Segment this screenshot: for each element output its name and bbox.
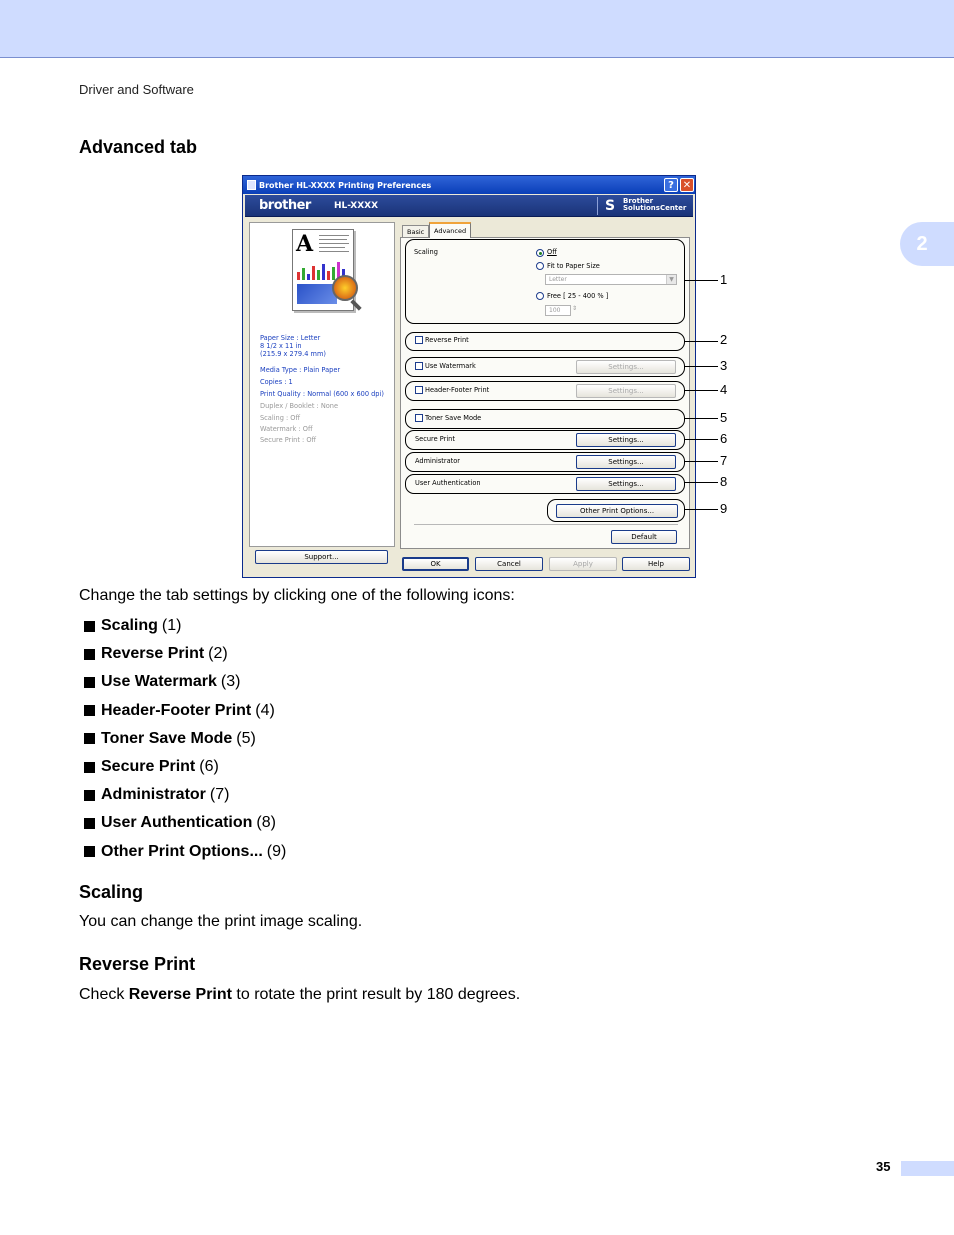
scaling-off-label: Off [547,248,557,256]
leader-line-3 [684,366,718,367]
summary-secure-print: Secure Print : Off [260,436,317,444]
cancel-button[interactable]: Cancel [475,557,543,571]
summary-duplex: Duplex / Booklet : None [260,402,339,410]
icon-list-item-name: Header-Footer Print [101,701,252,719]
apply-button[interactable]: Apply [549,557,617,571]
leader-line-2 [684,341,718,342]
header-footer-label: Header-Footer Print [425,386,490,394]
callout-number-6: 6 [720,431,728,446]
callout-number-1: 1 [720,272,728,287]
dialog-titlebar [243,176,695,194]
icon-list [84,612,286,866]
brother-logo: brother [259,198,311,213]
icon-list-item-name: Administrator [101,786,206,804]
close-icon[interactable]: ✕ [680,178,694,192]
magnifier-icon [332,275,358,301]
help-button[interactable]: Help [622,557,690,571]
bullet-square-icon [84,621,95,632]
administrator-settings-button[interactable]: Settings... [576,455,676,469]
scaling-free-radio[interactable] [536,292,544,300]
icon-list-item-number: (6) [199,758,219,776]
icon-list-item-number: (5) [236,729,256,747]
bullet-square-icon [84,733,95,744]
user-auth-label: User Authentication [415,479,481,487]
scaling-free-label: Free [ 25 - 400 % ] [547,292,609,300]
solutions-center-link[interactable]: Brother SolutionsCenter [623,197,687,212]
icon-list-item [84,838,286,866]
section-title-reverse-print: Reverse Print [79,954,196,974]
icon-list-item-number: (9) [266,842,287,860]
secure-print-settings-button[interactable]: Settings... [576,433,676,447]
other-print-options-button[interactable]: Other Print Options... [556,504,678,518]
section-title-advanced-tab: Advanced tab [79,137,198,157]
bullet-square-icon [84,818,95,829]
icon-list-item-name: Secure Print [101,758,196,776]
summary-copies: Copies : 1 [260,378,293,386]
user-auth-settings-button[interactable]: Settings... [576,477,676,491]
brand-separator [597,197,598,215]
brand-bar [245,195,693,217]
dialog-title: Brother HL-XXXX Printing Preferences [259,180,432,190]
icon-list-item-name: User Authentication [101,814,253,832]
callout-number-5: 5 [720,410,728,425]
scaling-description: You can change the print image scaling. [79,913,363,930]
scaling-label: Scaling [414,248,438,256]
toner-save-label: Toner Save Mode [425,414,482,422]
support-button[interactable]: Support... [255,550,388,564]
scaling-fit-label: Fit to Paper Size [547,262,600,270]
printer-model: HL-XXXX [334,201,379,211]
summary-paper-dims: 8 1/2 x 11 in [260,342,302,350]
icon-list-item-number: (2) [208,645,228,663]
scaling-fit-radio[interactable] [536,262,544,270]
icon-list-item-number: (3) [220,673,241,691]
bullet-square-icon [84,762,95,773]
page-preview-thumbnail: A [292,229,354,311]
settings-summary-pane [249,222,395,547]
chevron-down-icon: ▼ [666,275,676,284]
secure-print-label: Secure Print [415,435,455,443]
preview-photo [297,284,337,304]
leader-line-1 [684,280,718,281]
header-footer-settings-button[interactable]: Settings... [576,384,676,398]
bullet-square-icon [84,677,95,688]
breadcrumb: Driver and Software [79,82,194,97]
solutions-center-icon[interactable]: S [605,198,616,214]
intro-text: Change the tab settings by clicking one of the following icons: [79,587,515,604]
icon-list-item-name: Use Watermark [101,673,217,691]
fit-paper-size-select[interactable]: Letter ▼ [545,274,677,285]
default-button[interactable]: Default [611,530,677,544]
icon-list-item [84,640,286,668]
tab-advanced[interactable]: Advanced [429,222,471,238]
scaling-off-radio[interactable] [536,249,544,257]
icon-list-item-number: (4) [255,701,275,719]
icon-list-item [84,668,286,696]
bullet-square-icon [84,790,95,801]
page-number-bar [901,1161,954,1176]
bullet-square-icon [84,846,95,857]
summary-print-quality: Print Quality : Normal (600 x 600 dpi) [260,390,384,398]
administrator-label: Administrator [415,457,460,465]
leader-line-5 [684,418,718,419]
toner-save-checkbox[interactable] [415,414,423,422]
icon-list-item-name: Toner Save Mode [101,729,233,747]
bullet-square-icon [84,649,95,660]
help-icon[interactable]: ? [664,178,678,192]
reverse-print-description: Check Reverse Print to rotate the print result by 180 degrees. [79,986,521,1003]
bullet-square-icon [84,705,95,716]
callout-number-8: 8 [720,474,728,489]
callout-number-9: 9 [720,501,728,516]
summary-paper-size: Paper Size : Letter [260,334,321,342]
icon-list-item-number: (8) [256,814,276,832]
icon-list-item [84,725,286,753]
icon-list-item [84,781,286,809]
panel-divider [414,524,678,525]
icon-list-item-name: Scaling [101,617,158,635]
callout-number-2: 2 [720,332,728,347]
tab-basic[interactable]: Basic [402,225,429,237]
section-title-scaling: Scaling [79,882,144,902]
summary-media-type: Media Type : Plain Paper [260,366,341,374]
header-footer-checkbox[interactable] [415,386,423,394]
icon-list-item-name: Other Print Options... [101,842,263,860]
use-watermark-checkbox[interactable] [415,362,423,370]
free-percent-input[interactable]: 100 [545,305,571,316]
icon-list-item [84,612,286,640]
summary-paper-dims-mm: (215.9 x 279.4 mm) [260,350,326,358]
printer-icon [247,180,256,190]
icon-list-item [84,697,286,725]
summary-watermark: Watermark : Off [260,425,313,433]
chapter-tab: 2 [900,222,954,266]
free-percent-spinner[interactable]: ⇕ [572,305,578,312]
page-header-band [0,0,954,58]
leader-line-8 [684,482,718,483]
icon-list-item [84,809,286,837]
leader-line-7 [684,461,718,462]
watermark-settings-button[interactable]: Settings... [576,360,676,374]
printing-preferences-dialog [242,175,696,578]
icon-list-item-name: Reverse Print [101,645,205,663]
leader-line-6 [684,439,718,440]
reverse-print-label: Reverse Print [425,336,469,344]
reverse-print-checkbox[interactable] [415,336,423,344]
summary-scaling: Scaling : Off [260,414,301,422]
icon-list-item-number: (1) [161,617,182,635]
leader-line-4 [684,390,718,391]
icon-list-item-number: (7) [209,786,230,804]
use-watermark-label: Use Watermark [425,362,476,370]
leader-line-9 [684,509,718,510]
callout-number-3: 3 [720,358,728,373]
ok-button[interactable]: OK [402,557,469,571]
icon-list-item [84,753,286,781]
callout-number-7: 7 [720,453,728,468]
page-number: 35 [876,1159,891,1174]
callout-number-4: 4 [720,382,728,397]
